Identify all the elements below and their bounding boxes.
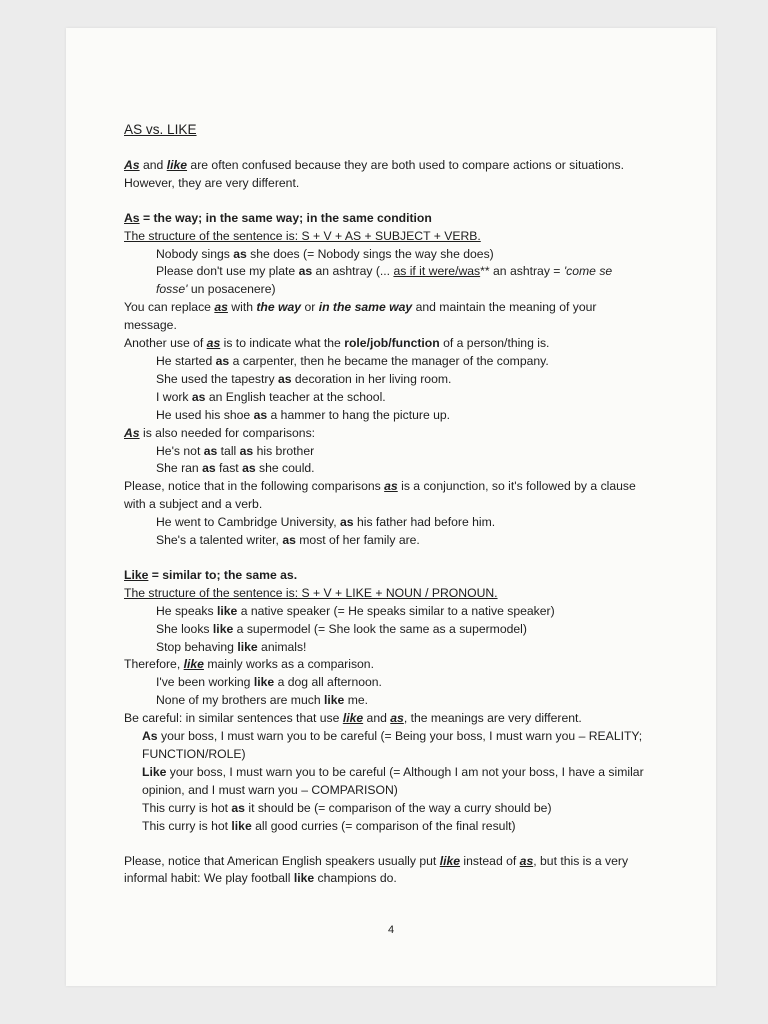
as-conjunction-example: She's a talented writer, as most of her family are.	[156, 533, 420, 548]
as-comparison-paragraph: As is also needed for comparisons:	[124, 425, 316, 440]
as-comparison-example: He's not as tall as his brother	[156, 443, 315, 458]
as-example: Please don't use my plate as an ashtray (... as if it were/was** an ashtray = 'come se fosse' un posacenere)	[156, 264, 613, 297]
careful-example: This curry is hot like all good curries (= comparison of the final result)	[142, 818, 516, 833]
final-paragraph: Please, notice that American English speakers usually put like instead of as, but this is a very informal habit: We play football like champions do.	[124, 853, 629, 886]
like-heading: Like = similar to; the same as.	[124, 567, 298, 582]
as-structure: The structure of the sentence is: S + V + AS + SUBJECT + VERB.	[124, 228, 481, 243]
careful-example: Like your boss, I must warn you to be careful (= Although I am not your boss, I have a similar opinion, and I must warn you – COMPARISON)	[142, 764, 644, 797]
like-example: None of my brothers are much like me.	[156, 693, 369, 708]
as-replace-paragraph: You can replace as with the way or in the same way and maintain the meaning of your message.	[124, 300, 597, 333]
as-comparison-example: She ran as fast as she could.	[156, 461, 315, 476]
as-role-paragraph: Another use of as is to indicate what the role/job/function of a person/thing is.	[124, 336, 550, 351]
as-heading: As = the way; in the same way; in the same condition	[124, 210, 432, 225]
intro-paragraph: As and like are often confused because they are both used to compare actions or situations. However, they are very different.	[124, 157, 625, 190]
careful-paragraph: Be careful: in similar sentences that use like and as, the meanings are very different.	[124, 711, 582, 726]
careful-example: This curry is hot as it should be (= comparison of the way a curry should be)	[142, 800, 552, 815]
as-role-example: He started as a carpenter, then he became the manager of the company.	[156, 353, 549, 368]
like-example: Stop behaving like animals!	[156, 639, 307, 654]
document-page	[66, 28, 716, 986]
like-therefore-paragraph: Therefore, like mainly works as a comparison.	[124, 657, 374, 672]
as-conjunction-example: He went to Cambridge University, as his father had before him.	[156, 515, 496, 530]
like-structure: The structure of the sentence is: S + V + LIKE + NOUN / PRONOUN.	[124, 585, 498, 600]
careful-example: As your boss, I must warn you to be careful (= Being your boss, I must warn you – REALITY; FUNCTION/ROLE)	[142, 729, 643, 761]
page-content	[124, 121, 644, 888]
like-example: I've been working like a dog all afternoon.	[156, 675, 382, 690]
as-example: Nobody sings as she does (= Nobody sings the way she does)	[156, 246, 494, 261]
like-example: She looks like a supermodel (= She look the same as a supermodel)	[156, 621, 527, 636]
as-role-example: She used the tapestry as decoration in her living room.	[156, 371, 452, 386]
page-number: 4	[387, 924, 395, 936]
page-title: AS vs. LIKE	[124, 122, 197, 137]
as-role-example: I work as an English teacher at the school.	[156, 389, 386, 404]
as-role-example: He used his shoe as a hammer to hang the picture up.	[156, 407, 451, 422]
as-conjunction-paragraph: Please, notice that in the following comparisons as is a conjunction, so it's followed by a clause with a subject and a verb.	[124, 479, 636, 512]
like-example: He speaks like a native speaker (= He speaks similar to a native speaker)	[156, 603, 555, 618]
